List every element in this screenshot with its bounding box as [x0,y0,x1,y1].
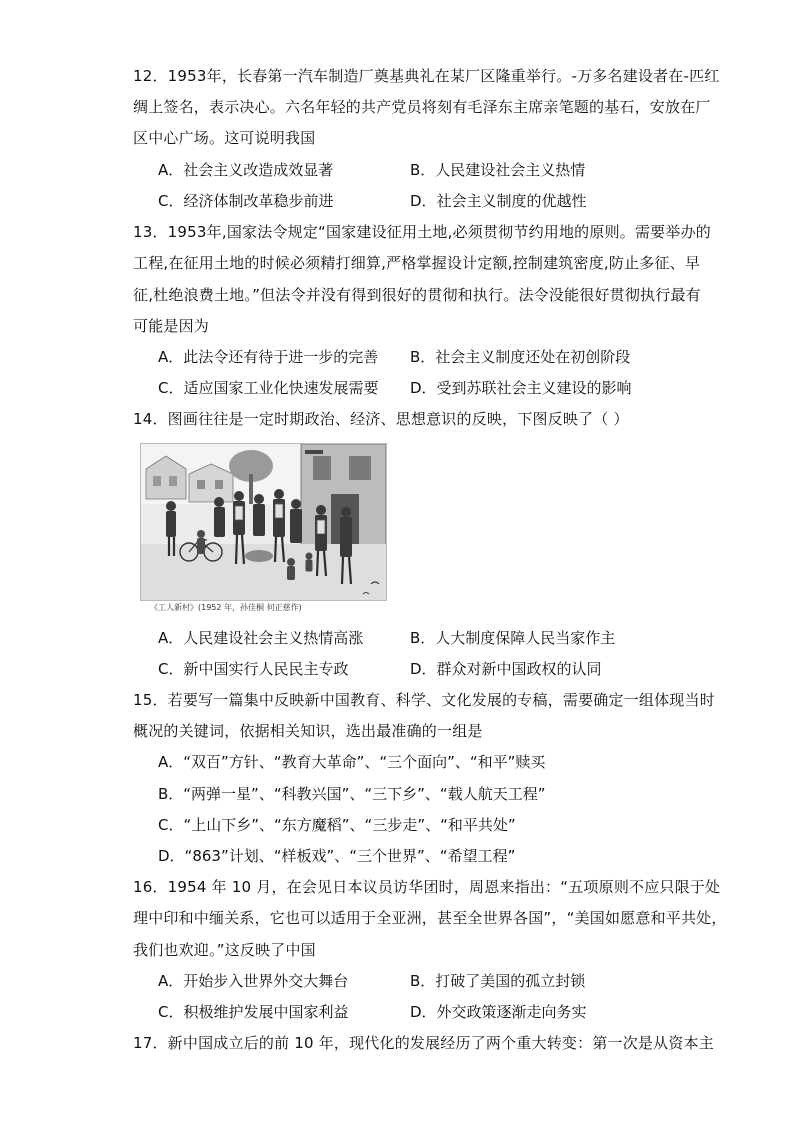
q12-option-c: C．经济体制改革稳步前进 [158,192,334,210]
q13-option-a: A．此法令还有待于进一步的完善 [158,348,379,366]
q15-stem-line-1: 15．若要写一篇集中反映新中国教育、科学、文化发展的专稿，需要确定一组体现当时 [133,691,715,709]
q13-stem-line-4: 可能是因为 [133,317,210,335]
q14-option-b: B．人大制度保障人民当家作主 [410,629,616,647]
q12-stem-line-1: 12．1953年，长春第一汽车制造厂奠基典礼在某厂区隆重举行。-万多名建设者在-匹红 [133,67,720,85]
q15-option-d: D．“863”计划、“样板戏”、“三个世界”、“希望工程” [158,847,516,865]
q13-stem-line-1: 13．1953年,国家法令规定“国家建设征用土地,必须贯彻节约用地的原则。需要举办的 [133,223,711,241]
q15-stem-line-2: 概况的关键词，依据相关知识，选出最准确的一组是 [133,722,483,740]
q14-option-a: A．人民建设社会主义热情高涨 [158,629,364,647]
q15-option-b: B．“两弹一星”、“科教兴国”、“三下乡”、“载人航天工程” [158,785,546,803]
q16-option-d: D．外交政策逐渐走向务实 [410,1003,587,1021]
q15-option-c: C．“上山下乡”、“东方魔稻”、“三步走”、“和平共处” [158,816,516,834]
illustration-caption: 《工人新村》(1952 年，孙佳桐 何正慈作) [150,603,302,612]
q13-option-c: C．适应国家工业化快速发展需要 [158,379,379,397]
q16-stem-line-1: 16．1954 年 10 月，在会见日本议员访华团时，周恩来指出：“五项原则不应只限于处 [133,878,721,896]
q12-option-a: A．社会主义改造成效显著 [158,161,334,179]
q12-option-b: B．人民建设社会主义热情 [410,161,586,179]
q12-stem-line-3: 区中心广场。这可说明我国 [133,129,316,147]
workers-village-illustration [140,443,387,601]
q16-stem-line-3: 我们也欢迎。”这反映了中国 [133,941,316,959]
q12-stem-line-2: 绸上签名，表示决心。六名年轻的共产党员将刻有毛泽东主席亲笔题的基石，安放在厂 [133,98,711,116]
q15-option-a: A．“双百”方针、“教育大革命”、“三个面向”、“和平”赎买 [158,753,546,771]
q16-option-c: C．积极维护发展中国家利益 [158,1003,349,1021]
q17-stem-line-1: 17．新中国成立后的前 10 年，现代化的发展经历了两个重大转变：第一次是从资本主 [133,1034,714,1052]
q12-option-d: D．社会主义制度的优越性 [410,192,587,210]
q14-option-d: D．群众对新中国政权的认同 [410,660,602,678]
q13-stem-line-2: 工程,在征用土地的时候必须精打细算,严格掌握设计定额,控制建筑密度,防止多征、早 [133,254,701,272]
q13-stem-line-3: 征,杜绝浪费土地。”但法令并没有得到很好的贯彻和执行。法令没能很好贯彻执行最有 [133,286,701,304]
q16-option-b: B．打破了美国的孤立封锁 [410,972,586,990]
q13-option-b: B．社会主义制度还处在初创阶段 [410,348,631,366]
q13-option-d: D．受到苏联社会主义建设的影响 [410,379,632,397]
q16-stem-line-2: 理中印和中缅关系，它也可以适用于全亚洲，甚至全世界各国”，“美国如愿意和平共处， [133,909,727,927]
q14-option-c: C．新中国实行人民民主专政 [158,660,349,678]
q16-option-a: A．开始步入世界外交大舞台 [158,972,349,990]
q14-stem-line-1: 14．图画往往是一定时期政治、经济、思想意识的反映，下图反映了（ ） [133,410,629,428]
